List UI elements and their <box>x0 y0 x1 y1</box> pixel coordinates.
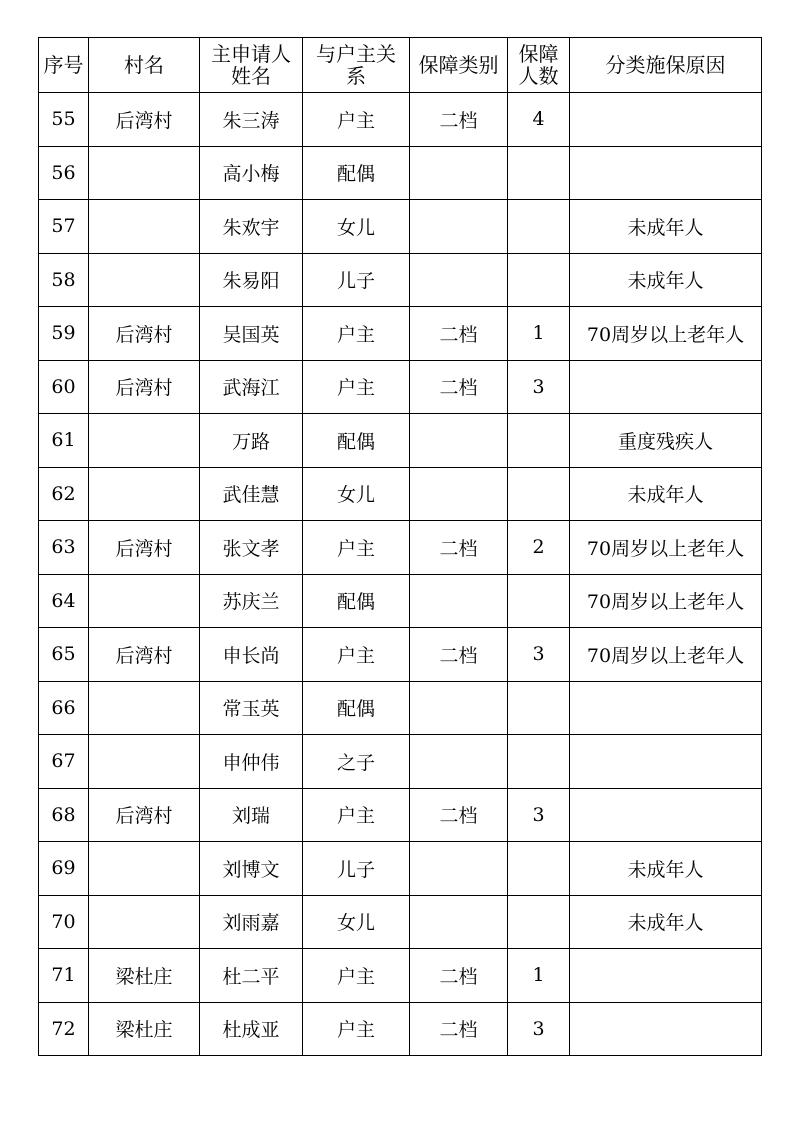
cell-reason: 未成年人 <box>570 842 762 896</box>
header-relation <box>303 38 410 93</box>
cell-reason <box>570 360 762 414</box>
cell-name: 张文孝 <box>200 521 303 575</box>
cell-relation: 配偶 <box>303 414 410 468</box>
cell-seq: 67 <box>39 735 89 789</box>
header-relation-line1: 与户主关 <box>316 42 396 66</box>
cell-reason <box>570 788 762 842</box>
cell-category: 二档 <box>410 949 508 1003</box>
cell-category: 二档 <box>410 360 508 414</box>
cell-village <box>89 414 200 468</box>
header-applicant-line1: 主申请人 <box>211 42 291 66</box>
cell-name: 申仲伟 <box>200 735 303 789</box>
cell-name: 申长尚 <box>200 628 303 682</box>
cell-name: 苏庆兰 <box>200 574 303 628</box>
header-category: 保障类别 <box>410 38 508 93</box>
cell-village <box>89 895 200 949</box>
header-applicant <box>200 38 303 93</box>
cell-seq: 55 <box>39 93 89 147</box>
cell-relation: 户主 <box>303 788 410 842</box>
cell-category: 二档 <box>410 521 508 575</box>
table-row <box>39 735 762 789</box>
cell-reason: 70周岁以上老年人 <box>570 307 762 361</box>
cell-name: 刘博文 <box>200 842 303 896</box>
table-row <box>39 146 762 200</box>
header-seq: 序号 <box>39 38 89 93</box>
cell-village: 后湾村 <box>89 360 200 414</box>
cell-name: 刘雨嘉 <box>200 895 303 949</box>
cell-reason <box>570 949 762 1003</box>
cell-seq: 58 <box>39 253 89 307</box>
table-body <box>39 93 762 1056</box>
cell-relation: 儿子 <box>303 842 410 896</box>
table-row <box>39 1002 762 1056</box>
header-count <box>508 38 570 93</box>
cell-seq: 65 <box>39 628 89 682</box>
cell-category: 二档 <box>410 788 508 842</box>
cell-name: 刘瑞 <box>200 788 303 842</box>
cell-count <box>508 574 570 628</box>
header-applicant-line2: 姓名 <box>231 64 271 88</box>
cell-name: 杜二平 <box>200 949 303 1003</box>
cell-name: 常玉英 <box>200 681 303 735</box>
cell-name: 高小梅 <box>200 146 303 200</box>
cell-relation: 配偶 <box>303 146 410 200</box>
cell-relation: 户主 <box>303 307 410 361</box>
cell-relation: 户主 <box>303 360 410 414</box>
cell-reason: 未成年人 <box>570 200 762 254</box>
cell-category: 二档 <box>410 628 508 682</box>
header-row <box>39 38 762 93</box>
cell-seq: 70 <box>39 895 89 949</box>
cell-relation: 儿子 <box>303 253 410 307</box>
header-village: 村名 <box>89 38 200 93</box>
cell-seq: 57 <box>39 200 89 254</box>
cell-count <box>508 895 570 949</box>
cell-seq: 63 <box>39 521 89 575</box>
cell-category <box>410 253 508 307</box>
cell-relation: 女儿 <box>303 895 410 949</box>
cell-category <box>410 735 508 789</box>
cell-relation: 之子 <box>303 735 410 789</box>
cell-village: 后湾村 <box>89 307 200 361</box>
cell-reason: 重度残疾人 <box>570 414 762 468</box>
cell-count <box>508 200 570 254</box>
header-count-line1: 保障 <box>518 42 559 66</box>
cell-seq: 72 <box>39 1002 89 1056</box>
cell-village: 梁杜庄 <box>89 949 200 1003</box>
table-row <box>39 895 762 949</box>
table-row <box>39 307 762 361</box>
cell-village <box>89 253 200 307</box>
table-row <box>39 681 762 735</box>
cell-name: 武佳慧 <box>200 467 303 521</box>
cell-village <box>89 146 200 200</box>
cell-seq: 61 <box>39 414 89 468</box>
cell-seq: 64 <box>39 574 89 628</box>
table-row <box>39 360 762 414</box>
cell-category <box>410 842 508 896</box>
cell-village: 后湾村 <box>89 521 200 575</box>
cell-count <box>508 414 570 468</box>
cell-name: 朱易阳 <box>200 253 303 307</box>
cell-seq: 59 <box>39 307 89 361</box>
cell-seq: 56 <box>39 146 89 200</box>
cell-reason: 未成年人 <box>570 253 762 307</box>
cell-count: 3 <box>508 1002 570 1056</box>
cell-village <box>89 681 200 735</box>
table-row <box>39 253 762 307</box>
cell-category <box>410 146 508 200</box>
table-row <box>39 521 762 575</box>
cell-category <box>410 681 508 735</box>
cell-reason: 70周岁以上老年人 <box>570 521 762 575</box>
header-count-line2: 人数 <box>518 64 559 88</box>
cell-count: 4 <box>508 93 570 147</box>
cell-category <box>410 467 508 521</box>
cell-village <box>89 574 200 628</box>
cell-reason <box>570 735 762 789</box>
cell-name: 吴国英 <box>200 307 303 361</box>
cell-village: 后湾村 <box>89 93 200 147</box>
cell-count: 1 <box>508 307 570 361</box>
cell-village: 梁杜庄 <box>89 1002 200 1056</box>
cell-count: 3 <box>508 788 570 842</box>
cell-name: 万路 <box>200 414 303 468</box>
cell-village: 后湾村 <box>89 628 200 682</box>
cell-relation: 户主 <box>303 949 410 1003</box>
cell-count <box>508 681 570 735</box>
cell-count <box>508 467 570 521</box>
table-row <box>39 467 762 521</box>
cell-relation: 女儿 <box>303 200 410 254</box>
cell-reason: 70周岁以上老年人 <box>570 574 762 628</box>
table-row <box>39 414 762 468</box>
cell-relation: 女儿 <box>303 467 410 521</box>
header-reason: 分类施保原因 <box>570 38 762 93</box>
cell-village: 后湾村 <box>89 788 200 842</box>
table-row <box>39 628 762 682</box>
cell-count: 1 <box>508 949 570 1003</box>
cell-relation: 配偶 <box>303 574 410 628</box>
cell-reason: 70周岁以上老年人 <box>570 628 762 682</box>
cell-relation: 户主 <box>303 521 410 575</box>
cell-count <box>508 735 570 789</box>
cell-category <box>410 574 508 628</box>
cell-reason <box>570 146 762 200</box>
cell-category: 二档 <box>410 1002 508 1056</box>
cell-name: 武海江 <box>200 360 303 414</box>
cell-name: 杜成亚 <box>200 1002 303 1056</box>
cell-relation: 户主 <box>303 628 410 682</box>
cell-reason <box>570 1002 762 1056</box>
table-header <box>39 38 762 93</box>
table-row <box>39 93 762 147</box>
cell-reason <box>570 681 762 735</box>
table-row <box>39 949 762 1003</box>
cell-relation: 户主 <box>303 93 410 147</box>
cell-count: 3 <box>508 628 570 682</box>
cell-village <box>89 200 200 254</box>
cell-count: 3 <box>508 360 570 414</box>
cell-seq: 68 <box>39 788 89 842</box>
cell-seq: 71 <box>39 949 89 1003</box>
table-row <box>39 788 762 842</box>
beneficiary-table <box>38 37 762 1056</box>
cell-category: 二档 <box>410 307 508 361</box>
cell-category <box>410 895 508 949</box>
cell-reason <box>570 93 762 147</box>
cell-count <box>508 146 570 200</box>
cell-name: 朱三涛 <box>200 93 303 147</box>
cell-village <box>89 467 200 521</box>
cell-category: 二档 <box>410 93 508 147</box>
cell-seq: 66 <box>39 681 89 735</box>
cell-name: 朱欢宇 <box>200 200 303 254</box>
cell-category <box>410 200 508 254</box>
cell-count: 2 <box>508 521 570 575</box>
cell-relation: 配偶 <box>303 681 410 735</box>
cell-count <box>508 253 570 307</box>
cell-seq: 69 <box>39 842 89 896</box>
cell-reason: 未成年人 <box>570 467 762 521</box>
header-relation-line2: 系 <box>346 64 366 88</box>
table-row <box>39 200 762 254</box>
cell-reason: 未成年人 <box>570 895 762 949</box>
table-row <box>39 574 762 628</box>
cell-village <box>89 842 200 896</box>
cell-relation: 户主 <box>303 1002 410 1056</box>
cell-category <box>410 414 508 468</box>
cell-seq: 62 <box>39 467 89 521</box>
cell-seq: 60 <box>39 360 89 414</box>
cell-village <box>89 735 200 789</box>
cell-count <box>508 842 570 896</box>
table-row <box>39 842 762 896</box>
